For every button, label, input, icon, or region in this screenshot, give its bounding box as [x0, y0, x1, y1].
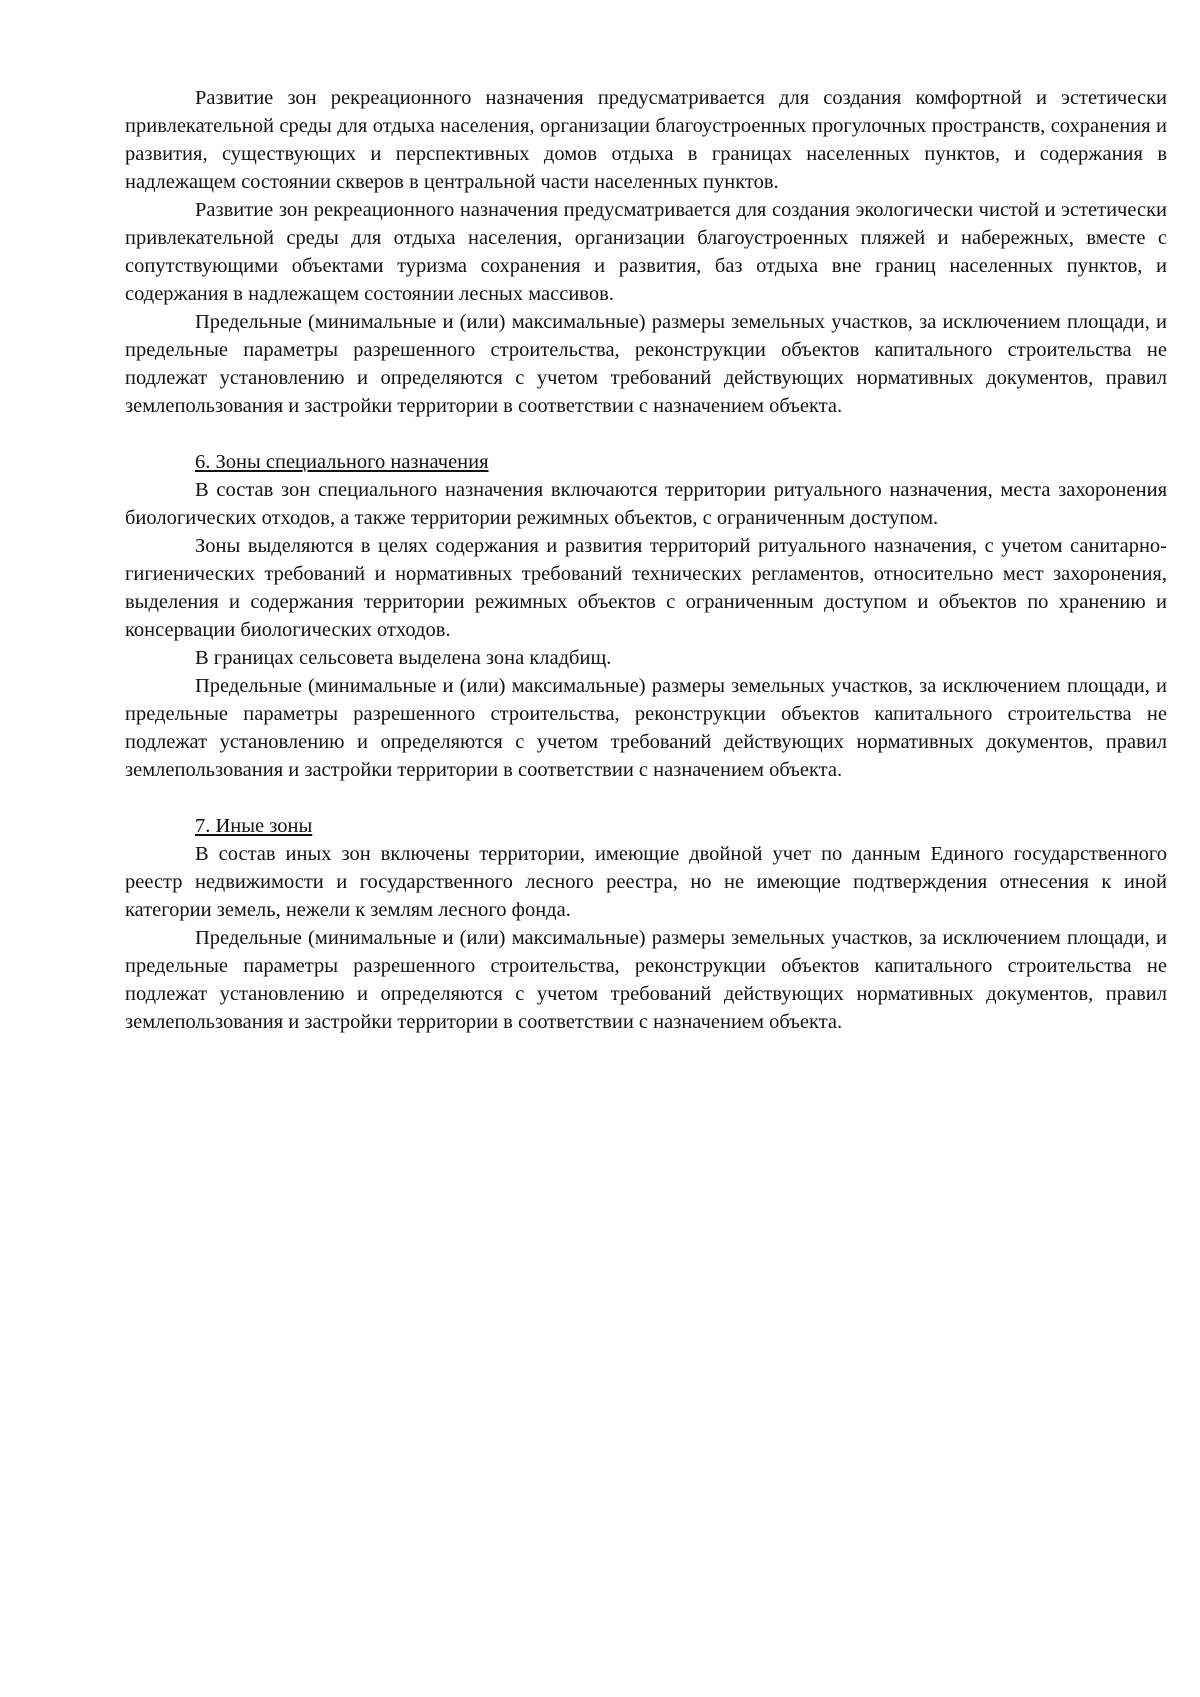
paragraph-other-composition: В состав иных зон включены территории, имеющие двойной учет по данным Единого государственного реестр недвижимости и государственного лесного реестра, но не имеющие подтверждения отнесения к иной категории земель, нежели к землям лесного фонда. [125, 843, 1167, 921]
paragraph-cemetery-zone: В границах сельсовета выделена зона кладбищ. [195, 647, 612, 669]
section-6-heading: 6. Зоны специального назначения [195, 451, 489, 473]
section-7-heading: 7. Иные зоны [195, 815, 313, 837]
paragraph-limits-special: Предельные (минимальные и (или) максимальные) размеры земельных участков, за исключением площади, и предельные параметры разрешенного строительства, реконструкции объектов капитального строительства не подлежат установлению и определяются с учетом требований действующих нормативных документов, правил землепользования и застройки территории в соответствии с назначением объекта. [125, 675, 1167, 781]
paragraph-limits-other: Предельные (минимальные и (или) максимальные) размеры земельных участков, за исключением площади, и предельные параметры разрешенного строительства, реконструкции объектов капитального строительства не подлежат установлению и определяются с учетом требований действующих нормативных документов, правил землепользования и застройки территории в соответствии с назначением объекта. [125, 927, 1167, 1033]
paragraph-special-composition: В состав зон специального назначения включаются территории ритуального назначения, места захоронения биологических отходов, а также территории режимных объектов, с ограниченным доступом. [125, 479, 1167, 529]
document-page [125, 84, 1167, 1036]
paragraph-special-purpose: Зоны выделяются в целях содержания и развития территорий ритуального назначения, с учетом санитарно-гигиенических требований и нормативных требований технических регламентов, относительно мест захоронения, выделения и содержания территории режимных объектов с ограниченным доступом и объектов по хранению и консервации биологических отходов. [125, 535, 1167, 641]
paragraph-recreation-outside: Развитие зон рекреационного назначения предусматривается для создания экологически чистой и эстетически привлекательной среды для отдыха населения, организации благоустроенных пляжей и набережных, вместе с сопутствующими объектами туризма сохранения и развития, баз отдыха вне границ населенных пунктов, и содержания в надлежащем состоянии лесных массивов. [125, 199, 1167, 305]
paragraph-recreation-settlements: Развитие зон рекреационного назначения предусматривается для создания комфортной и эстетически привлекательной среды для отдыха населения, организации благоустроенных прогулочных пространств, сохранения и развития, существующих и перспективных домов отдыха в границах населенных пунктов, и содержания в надлежащем состоянии скверов в центральной части населенных пунктов. [125, 87, 1167, 193]
paragraph-limits-recreation: Предельные (минимальные и (или) максимальные) размеры земельных участков, за исключением площади, и предельные параметры разрешенного строительства, реконструкции объектов капитального строительства не подлежат установлению и определяются с учетом требований действующих нормативных документов, правил землепользования и застройки территории в соответствии с назначением объекта. [125, 311, 1167, 417]
